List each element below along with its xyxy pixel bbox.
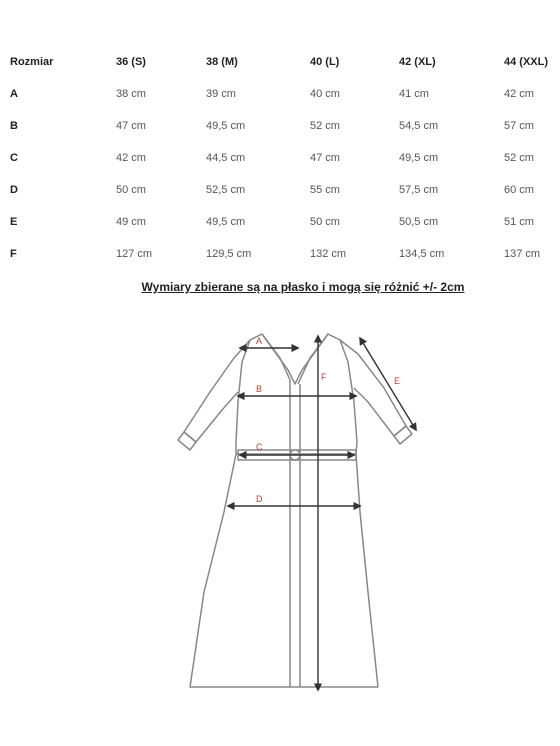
table-cell: 41 cm [399, 88, 429, 100]
header-cell: 38 (M) [206, 56, 238, 68]
row-label: E [10, 216, 18, 228]
table-cell: 51 cm [504, 216, 534, 228]
dress-body-outline [190, 334, 378, 687]
table-cell: 39 cm [206, 88, 236, 100]
table-cell: 44,5 cm [206, 152, 246, 164]
measurement-note: Wymiary zbierane są na płasko i mogą się różnić +/- 2cm [141, 280, 465, 294]
table-row [0, 170, 560, 202]
table-cell: 49,5 cm [206, 120, 246, 132]
table-cell: 50,5 cm [399, 216, 439, 228]
measure-e-line [360, 338, 416, 430]
table-cell: 50 cm [310, 216, 340, 228]
table-cell: 49,5 cm [206, 216, 246, 228]
row-label: C [10, 152, 18, 164]
table-cell: 47 cm [116, 120, 146, 132]
table-cell: 38 cm [116, 88, 146, 100]
dress-diagram [170, 302, 430, 697]
table-cell: 55 cm [310, 184, 340, 196]
label-c: C [256, 442, 263, 452]
table-cell: 49,5 cm [399, 152, 439, 164]
table-row [0, 74, 560, 106]
left-sleeve-outline [184, 340, 250, 442]
label-f: F [321, 372, 327, 382]
table-row [0, 202, 560, 234]
header-cell: 42 (XL) [399, 56, 436, 68]
header-cell: 36 (S) [116, 56, 146, 68]
header-cell: 44 (XXL) [504, 56, 549, 68]
table-cell: 54,5 cm [399, 120, 439, 132]
row-label: B [10, 120, 18, 132]
table-cell: 42 cm [504, 88, 534, 100]
header-cell: Rozmiar [10, 56, 54, 68]
label-a: A [256, 336, 263, 346]
table-cell: 52,5 cm [206, 184, 246, 196]
table-cell: 40 cm [310, 88, 340, 100]
table-row [0, 106, 560, 138]
table-header-row [0, 42, 560, 74]
table-cell: 47 cm [310, 152, 340, 164]
row-label: D [10, 184, 18, 196]
table-cell: 52 cm [310, 120, 340, 132]
label-b: B [256, 384, 263, 394]
table-cell: 42 cm [116, 152, 146, 164]
label-e: E [394, 376, 401, 386]
right-sleeve-outline [340, 340, 406, 436]
header-cell: 40 (L) [310, 56, 340, 68]
row-label: A [10, 88, 18, 100]
table-cell: 60 cm [504, 184, 534, 196]
label-d: D [256, 494, 263, 504]
table-cell: 50 cm [116, 184, 146, 196]
row-label: F [10, 248, 17, 260]
table-cell: 52 cm [504, 152, 534, 164]
right-cuff-outline [394, 426, 412, 444]
table-row [0, 138, 560, 170]
size-table [0, 42, 560, 266]
table-cell: 57,5 cm [399, 184, 439, 196]
dress-outline [178, 334, 412, 687]
table-cell: 49 cm [116, 216, 146, 228]
table-cell: 137 cm [504, 248, 541, 260]
measurement-labels [256, 336, 400, 504]
placket-line [290, 380, 300, 687]
table-cell: 134,5 cm [399, 248, 445, 260]
table-cell: 132 cm [310, 248, 347, 260]
left-cuff-outline [178, 432, 196, 450]
table-cell: 127 cm [116, 248, 153, 260]
table-row [0, 234, 560, 266]
table-cell: 129,5 cm [206, 248, 252, 260]
table-cell: 57 cm [504, 120, 534, 132]
